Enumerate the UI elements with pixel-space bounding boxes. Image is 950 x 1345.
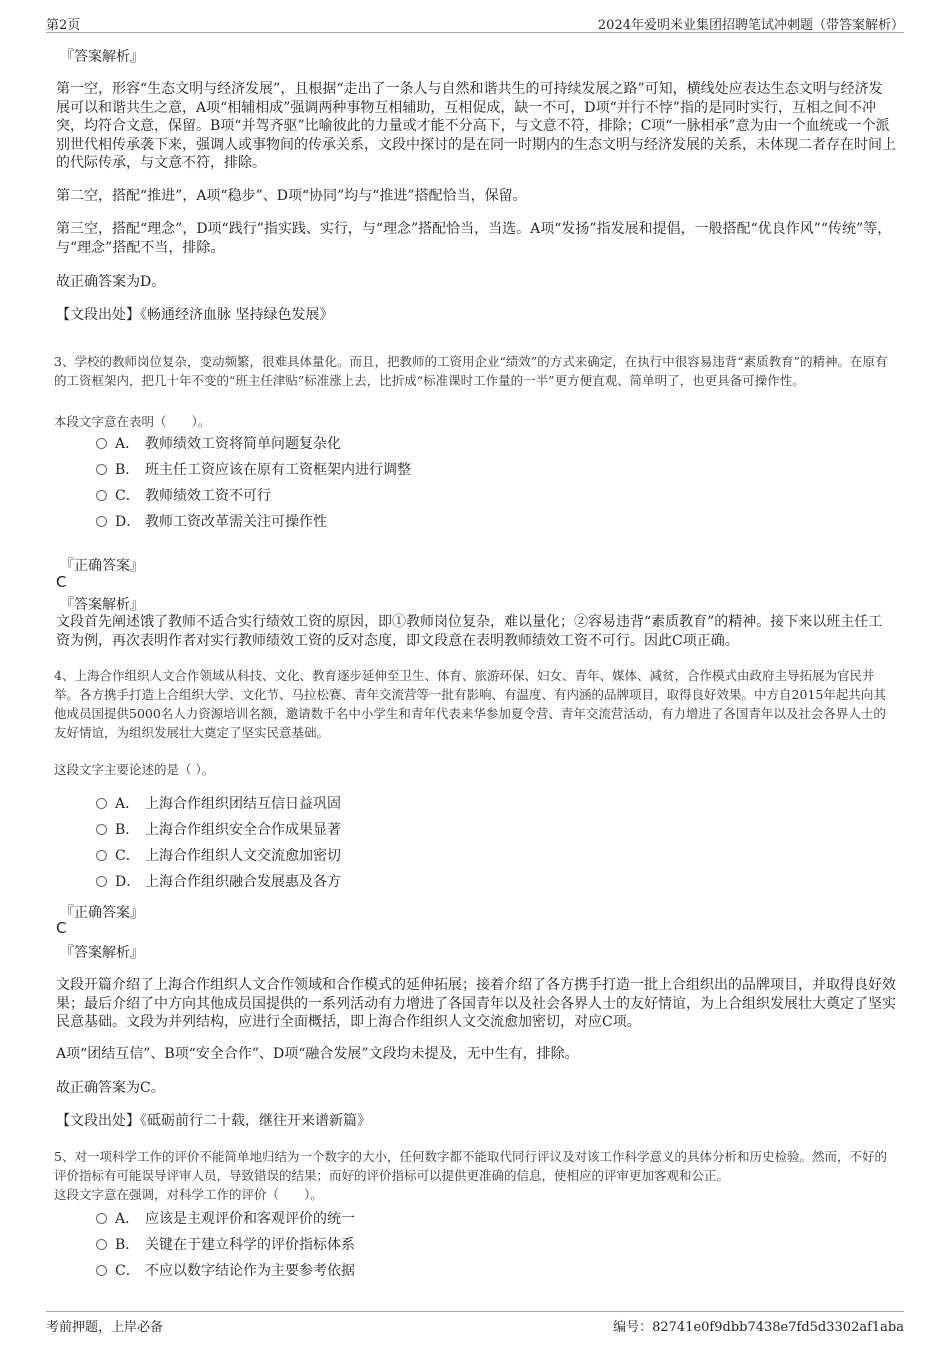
q5-option-b[interactable]: B． 关键在于建立科学的评价指标体系 [96,1235,355,1255]
radio-icon[interactable] [96,850,107,861]
q2-analysis-p2: 第二空，搭配“推进”，A项“稳步”、D项“协同”均与“推进”搭配恰当，保留。 [56,188,527,204]
radio-icon[interactable] [96,876,107,887]
q4-option-a[interactable]: A． 上海合作组织团结互信日益巩固 [96,794,341,814]
q4-analysis-label: 『答案解析』 [60,945,144,961]
q4-answer-conclusion: 故正确答案为C。 [56,1080,165,1096]
page-footer [46,1311,904,1334]
q2-answer-conclusion: 故正确答案为D。 [56,274,166,290]
footer-slogan: 考前押题，上岸必备 [46,1320,164,1335]
q3-option-a[interactable]: A． 教师绩效工资将简单问题复杂化 [96,434,341,454]
radio-icon[interactable] [96,438,107,449]
document-title: 2024年爱明米业集团招聘笔试冲刺题（带答案解析） [597,18,904,33]
q3-option-c[interactable]: C． 教师绩效工资不可行 [96,486,271,506]
radio-icon[interactable] [96,798,107,809]
q4-answer-label: 『正确答案』 [60,905,144,921]
q3-answer: C [56,573,67,591]
q4-option-b[interactable]: B． 上海合作组织安全合作成果显著 [96,820,341,840]
radio-icon[interactable] [96,824,107,835]
q3-answer-label: 『正确答案』 [60,558,144,574]
page-number: 第2页 [46,18,81,33]
q3-analysis: 文段首先阐述饿了教师不适合实行绩效工资的原因，即①教师岗位复杂，难以量化；②容易违背“素质教育”的精神。接下来以班主任工资为例，再次表明作者对实行教师绩效工资的反对态度，即文段意在表明教师绩效工资不可行。因此C项正确。 [56,614,883,649]
q5-stem: 5、对一项科学工作的评价不能简单地归结为一个数字的大小，任何数字都不能取代同行评议及对该工作科学意义的具体分析和历史检验。然而，不好的评价指标有可能误导评审人员，导致错误的结果；而好的评价指标可以提供更准确的信息，使相应的评审更加客观和公正。 [54,1149,887,1183]
document-code: 编号：82741e0f9dbb7438e7fd5d3302af1aba [613,1320,904,1335]
q3-option-d[interactable]: D． 教师工资改革需关注可操作性 [96,512,327,532]
q2-source: 【文段出处】《畅通经济血脉 坚持绿色发展》 [56,307,334,323]
q2-analysis-label: 『答案解析』 [60,49,144,65]
q4-analysis-p1: 文段开篇介绍了上海合作组织人文合作领域和合作模式的延伸拓展；接着介绍了各方携手打造一批上合组织出的品牌项目，并取得良好效果；最后介绍了中方向其他成员国提供的一系列活动有力增进了各国青年以及社会各界人士的友好情谊，为上合组织发展壮大奠定了坚实民意基础。文段为并列结构，应进行全面概括，即上海合作组织人文交流愈加密切，对应C项。 [56,977,896,1030]
q3-option-b[interactable]: B． 班主任工资应该在原有工资框架内进行调整 [96,460,411,480]
q4-source: 【文段出处】《砥砺前行二十载，继往开来谱新篇》 [56,1113,371,1129]
radio-icon[interactable] [96,516,107,527]
q4-answer: C [56,919,67,937]
radio-icon[interactable] [96,464,107,475]
radio-icon[interactable] [96,1239,107,1250]
q3-analysis-label: 『答案解析』 [60,597,144,613]
q5-option-c[interactable]: C． 不应以数字结论作为主要参考依据 [96,1261,355,1281]
q4-option-c[interactable]: C． 上海合作组织人文交流愈加密切 [96,846,341,866]
q4-option-d[interactable]: D． 上海合作组织融合发展惠及各方 [96,872,341,892]
q4-analysis-p2: A项“团结互信”、B项“安全合作”、D项“融合发展”文段均未提及，无中生有，排除。 [56,1046,579,1062]
radio-icon[interactable] [96,1265,107,1276]
q2-analysis-p3: 第三空，搭配“理念”，D项“践行”指实践、实行，与“理念”搭配恰当，当选。A项“发扬”指发展和提倡，一般搭配“优良作风”“传统”等，与“理念”搭配不当，排除。 [56,221,892,256]
radio-icon[interactable] [96,490,107,501]
radio-icon[interactable] [96,1213,107,1224]
q2-analysis-p1: 第一空，形容“生态文明与经济发展”，且根据“走出了一条人与自然和谐共生的可持续发展之路”可知，横线处应表达生态文明与经济发展可以和谐共生之意，A项“相辅相成”强调两种事物互相辅助，互相促成，缺一不可，D项“并行不悖”指的是同时实行，互相之间不冲突，均符合文意，保留。B项“并驾齐驱”比喻彼此的力量或才能不分高下，与文意不符，排除；C项“一脉相承”意为由一个血统或一个派别世代相传承袭下来，强调人或事物间的传承关系，文段中探讨的是在同一时期内的生态文明与经济发展的关系，未体现二者存在时间上的代际传承，与文意不符，排除。 [56,81,896,171]
q4-prompt: 这段文字主要论述的是（ ）。 [54,762,215,777]
q3-prompt: 本段文字意在表明（ ）。 [54,414,211,429]
q5-option-a[interactable]: A． 应该是主观评价和客观评价的统一 [96,1209,355,1229]
q3-stem: 3、学校的教师岗位复杂，变动频繁，很难具体量化。而且，把教师的工资用企业“绩效”的方式来确定，在执行中很容易违背“素质教育”的精神。在原有的工资框架内，把几十年不变的“班主任津贴”标准涨上去，比折成“标准课时工作量的一半”更方便直观、简单明了，也更具备可操作性。 [54,354,888,388]
q5-prompt: 这段文字意在强调，对科学工作的评价（ ）。 [54,1187,323,1202]
page-header [46,10,904,33]
q4-stem: 4、上海合作组织人文合作领域从科技、文化、教育逐步延伸至卫生、体育、旅游环保、妇女、青年、媒体、减贫，合作模式由政府主导拓展为官民并举。各方携手打造上合组织大学、文化节、马拉松赛、青年交流营等一批有影响、有温度、有内涵的品牌项目，取得良好效果。中方自2015年起共向其他成员国提供5000名人力资源培训名额，邀请数千名中小学生和青年代表来华参加夏令营、青年交流营活动，有力增进了各国青年以及社会各界人士的友好情谊，为组织发展壮大奠定了坚实民意基础。 [54,668,886,740]
